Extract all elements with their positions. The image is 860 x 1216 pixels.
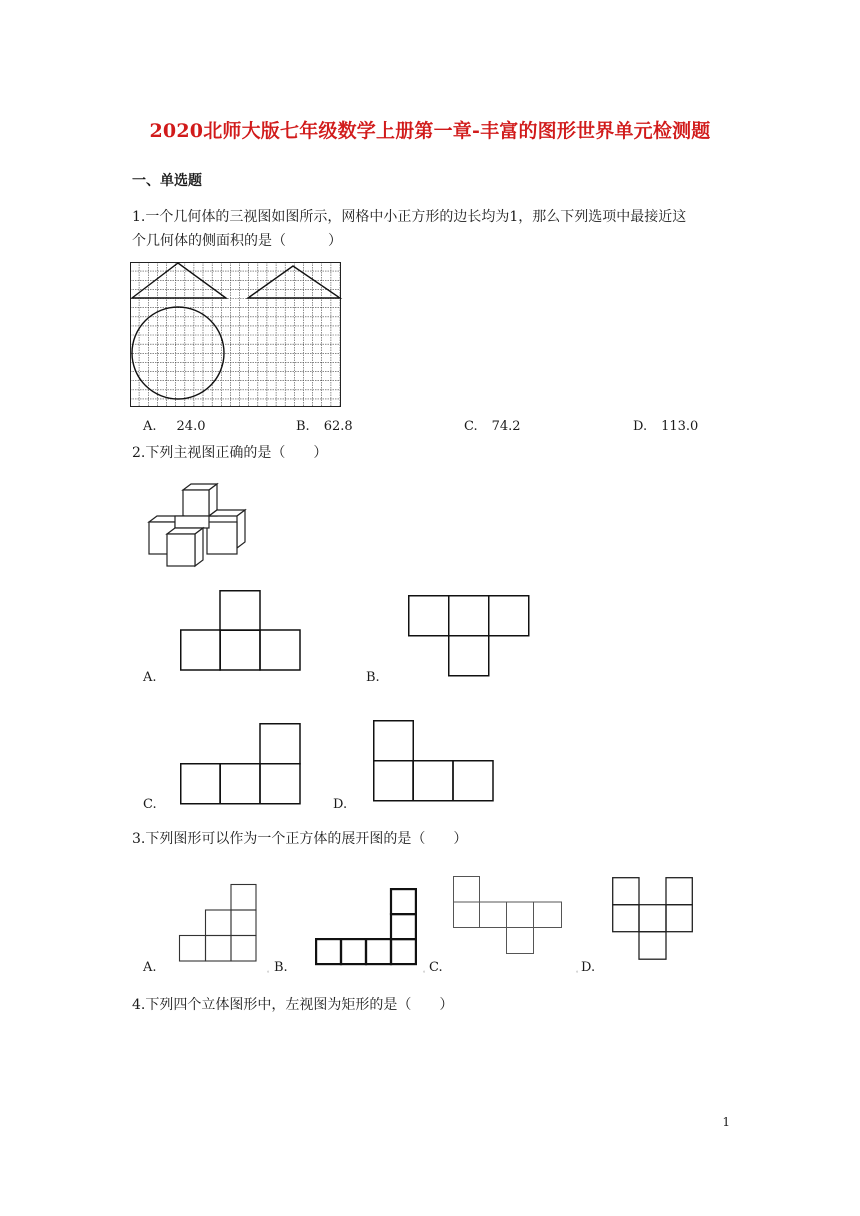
q1-option-b[interactable]: B. 62.8	[296, 419, 353, 434]
cube-stack-figure	[145, 484, 249, 568]
section-heading: 一、单选题	[132, 173, 202, 189]
q3-option-c-label[interactable]: C.	[429, 960, 443, 975]
q2-option-c-label[interactable]: C.	[143, 797, 157, 812]
q2-option-b-label[interactable]: B.	[366, 670, 380, 685]
q3-mark-3: 。	[576, 967, 583, 974]
question-1-line-2: 个几何体的侧面积的是（ ）	[132, 233, 342, 249]
q3-option-a-label[interactable]: A.	[143, 960, 157, 975]
q2-option-a-label[interactable]: A.	[143, 670, 157, 685]
q3-mark-1: 。	[267, 967, 274, 974]
question-2-text: 2.下列主视图正确的是（ ）	[132, 445, 328, 461]
three-view-grid-figure	[130, 262, 342, 408]
q2-option-a-figure[interactable]	[180, 590, 301, 671]
q1-option-c[interactable]: C. 74.2	[464, 419, 521, 434]
q3-mark-2: 。	[423, 967, 430, 974]
q2-option-d-figure[interactable]	[373, 720, 494, 802]
q2-option-b-figure[interactable]	[408, 595, 530, 677]
q3-option-d-label[interactable]: D.	[581, 960, 596, 975]
q3-option-b-net[interactable]	[315, 888, 417, 966]
question-4-text: 4.下列四个立体图形中，左视图为矩形的是（ ）	[132, 997, 454, 1013]
q1-option-d[interactable]: D. 113.0	[633, 419, 699, 434]
question-3-text: 3.下列图形可以作为一个正方体的展开图的是（ ）	[132, 831, 468, 847]
page-number: 1	[722, 1115, 730, 1129]
page-title: 2020北师大版七年级数学上册第一章-丰富的图形世界单元检测题	[149, 120, 711, 142]
q1-option-a[interactable]: A. 24.0	[143, 419, 206, 434]
q2-option-d-label[interactable]: D.	[333, 797, 348, 812]
q2-option-c-figure[interactable]	[180, 723, 301, 805]
q3-option-d-net[interactable]	[612, 877, 694, 960]
q3-option-c-net[interactable]	[453, 876, 563, 954]
question-1-line-1: 1.一个几何体的三视图如图所示，网格中小正方形的边长均为1，那么下列选项中最接近这	[132, 209, 687, 225]
q3-option-a-net[interactable]	[179, 884, 257, 962]
q3-option-b-label[interactable]: B.	[274, 960, 288, 975]
